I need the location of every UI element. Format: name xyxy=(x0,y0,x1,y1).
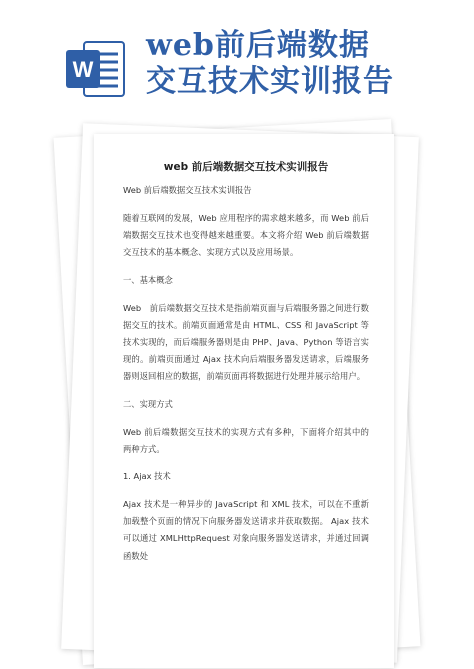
section-1-heading: 一、基本概念 xyxy=(123,274,173,285)
document-subtitle: Web 前后端数据交互技术实训报告 xyxy=(123,185,252,195)
banner-title-line-1: web前后端数据 xyxy=(146,28,370,63)
document-title: web 前后端数据交互技术实训报告 xyxy=(163,161,329,173)
intro-paragraph: 随着互联网的发展，Web 应用程序的需求越来越多，而 Web 前后端数据交互技术也变得越来越重要。本文将介绍 Web 前后端数据交互技术的基本概念、实现方式以及应用场景。 xyxy=(123,213,369,258)
word-doc-icon xyxy=(64,38,126,100)
document-page xyxy=(94,134,394,668)
section-2-1-heading: 1. Ajax 技术 xyxy=(123,471,171,482)
banner-title-line-2: 交互技术实训报告 xyxy=(146,64,394,99)
header-banner xyxy=(0,0,474,118)
section-2-1-paragraph: Ajax 技术是一种异步的 JavaScript 和 XML 技术，可以在不重新加载整个页面的情况下向服务器发送请求并获取数据。 Ajax 技术可以通过 XMLHttpRequest 对象向服务器发送请求，并通过回调函数处 xyxy=(123,499,369,561)
logo-letter: W xyxy=(72,57,94,82)
banner-title xyxy=(146,28,466,100)
section-2-heading: 二、实现方式 xyxy=(123,398,173,409)
section-1-paragraph: Web 前后端数据交互技术是指前端页面与后端服务器之间进行数据交互的技术。前端页面通常是由 HTML、CSS 和 JavaScript 等技术实现的，而后端服务器则是由 PHP、Java、Python 等语言实现的。前端页面通过 Ajax 技术向后端服务器发送请求，后端服务器则返回相应的数据，前端页面再将数据进行处理并展示给用户。 xyxy=(123,302,369,382)
section-2-paragraph: Web 前后端数据交互技术的实现方式有多种，下面将介绍其中的两种方式。 xyxy=(123,426,369,454)
document-content xyxy=(123,160,369,577)
